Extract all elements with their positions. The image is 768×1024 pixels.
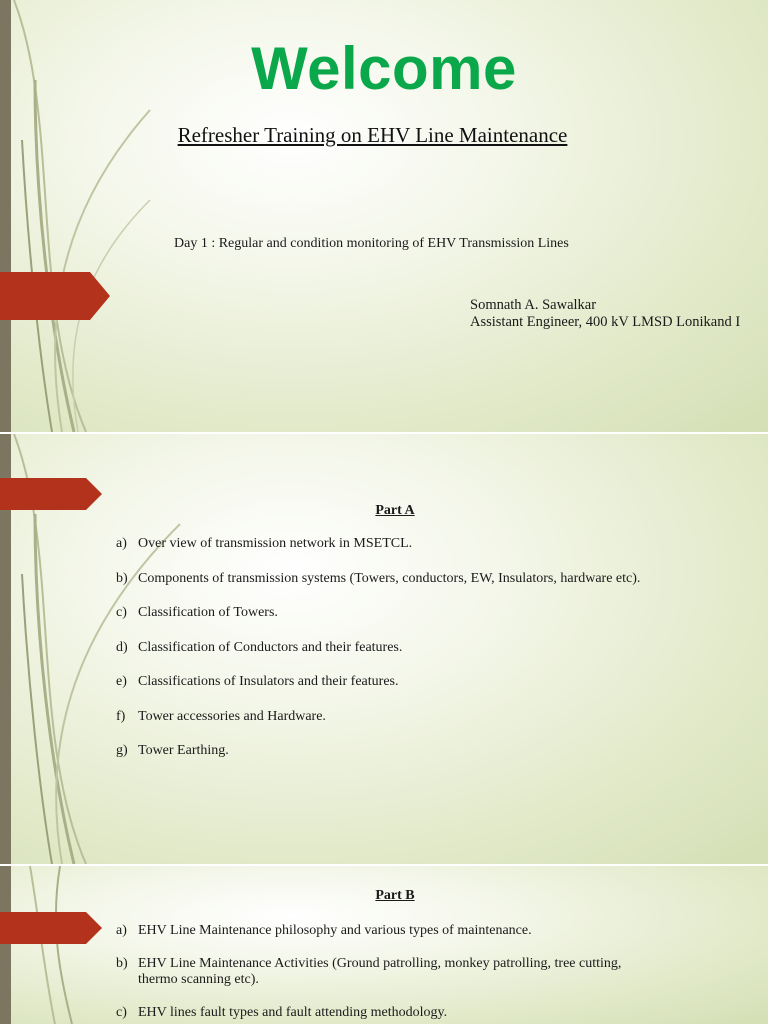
title-slide — [0, 0, 768, 432]
part-a-slide — [0, 434, 768, 864]
list-item — [116, 709, 676, 725]
part-b-list — [116, 923, 656, 1024]
author-block — [470, 297, 740, 331]
list-item — [116, 640, 676, 656]
list-item-text: EHV Line Maintenance philosophy and various types of maintenance. — [138, 923, 532, 938]
red-arrow-tab — [0, 912, 102, 944]
list-item-text: Classification of Towers. — [138, 605, 278, 620]
list-marker: f) — [116, 708, 126, 724]
list-item — [116, 923, 656, 939]
list-item — [116, 605, 676, 621]
list-marker: e) — [116, 674, 127, 689]
list-marker: a) — [116, 923, 127, 938]
part-b-slide — [0, 866, 768, 1024]
list-marker: c) — [116, 605, 127, 620]
author-name: Somnath A. Sawalkar — [470, 297, 597, 313]
list-item-text: EHV lines fault types and fault attending methodology. — [138, 1005, 448, 1020]
list-marker: c) — [116, 1005, 127, 1020]
list-item — [116, 674, 676, 690]
list-item-text: Tower accessories and Hardware. — [138, 708, 326, 724]
author-role: Assistant Engineer, 400 kV LMSD Lonikand I — [470, 314, 741, 330]
day-description: Day 1 : Regular and condition monitoring of EHV Transmission Lines — [174, 236, 569, 251]
list-item-text: Classifications of Insulators and their features. — [138, 674, 399, 689]
list-marker: g) — [116, 743, 128, 758]
list-item — [116, 571, 676, 587]
list-marker: b) — [116, 956, 128, 971]
list-item-text: Over view of transmission network in MSETCL. — [138, 536, 413, 551]
list-item — [116, 743, 676, 759]
list-item-text: EHV Line Maintenance Activities (Ground patrolling, monkey patrolling, tree cutting, thermo scanning etc). — [138, 956, 622, 987]
list-item-text: Tower Earthing. — [138, 743, 229, 758]
welcome-title: Welcome — [251, 35, 517, 102]
list-item — [116, 956, 656, 988]
list-item-text: Classification of Conductors and their features. — [138, 639, 403, 655]
part-a-heading: Part A — [375, 503, 415, 518]
list-item-text: Components of transmission systems (Towers, conductors, EW, Insulators, hardware etc). — [138, 570, 641, 586]
list-marker: a) — [116, 536, 127, 551]
red-arrow-tab — [0, 272, 110, 320]
list-marker: d) — [116, 639, 128, 655]
list-item — [116, 1005, 656, 1021]
list-marker: b) — [116, 570, 128, 586]
list-item — [116, 536, 676, 552]
part-a-list — [116, 536, 676, 778]
part-b-heading: Part B — [375, 888, 415, 903]
training-subtitle: Refresher Training on EHV Line Maintenance — [177, 123, 568, 147]
